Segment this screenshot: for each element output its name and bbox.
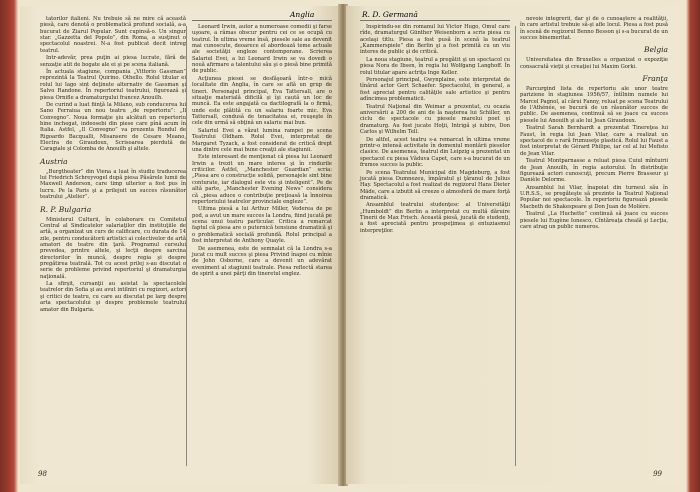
paragraph: Ministerul Culturii, în colaborare cu Comitetul Central al Sindicatelor salariaţilor din instituţiile de artă, a organizat un curs de calificare, cu durata de 14 zile, pentru conducătorii artistici ai colectivelor de artă amatori de teatre din ţară. Programul cursului prevedea, printre altele, şi lecţii despre sarcina directorilor în muncă, despre regia şi despre pregătirea teatrală. Tot cu acest prilej s-au discutat o serie de probleme privind repertoriul şi dramaturgia naţională. xyxy=(40,216,186,280)
paragraph: Pe scena Teatrului Municipal din Magdeburg, a fost jucată piesa Dumnezeu, împăratul şi ţăranul de Julius Hay. Spectacolul a fost realizat de regizorul Hans Dieter Mäde, care a izbutit să creeze o atmosferă de mare forţă dramatică. xyxy=(360,169,510,201)
section-heading: Austria xyxy=(40,156,68,166)
paragraph: Parcurgind lista de repertoriu ale unor teatre pariziene în stagiunea 1956/57, întîlnim numele lui Marcel Pagnol, al cărui Fanny, reluat pe scena Teatrului de l'Athénée, se bucură de un răsunător succes de public. De asemenea, continuă să se joace cu succes piesele lui Anouilh şi ale lui Jean Giraudoux. xyxy=(520,86,668,124)
section-heading: Franţa xyxy=(642,74,668,84)
right-running-header: R. D. Germană xyxy=(362,10,418,19)
paragraph: Ultima piesă a lui Arthur Miller, Vederea de pe pod, a avut un mare succes la Londra, fiind jucată pe scena unui teatru particular. Critica a remarcat faptul că piesa are o puternică tensiune dramatică şi o problematică socială profundă. Rolul principal a fost interpretat de Anthony Quayle. xyxy=(192,206,332,245)
right-header-rule xyxy=(360,20,510,21)
left-column-2 xyxy=(192,24,332,279)
paragraph: Acţiunea piesei se desfăşoară într-o mică localitate din Anglia, în care se află un grup de tineri. Personajul principal, Eva Tattersall, are o situaţie materială dificilă şi îşi caută un loc de muncă. Ea este angajată ca dactilografă la o firmă, unde este plătită cu un salariu foarte mic. Eva Tattersall, condusă de tenacitatea ei, reuşeşte în cele din urmă să obţină un salariu mai bun. xyxy=(192,75,332,127)
left-column-divider xyxy=(186,26,187,466)
section-heading: Belgia xyxy=(643,45,668,55)
paragraph: Intr-adevăr, prea puţin ai piesa lucrate, fără de senzaţie atit de bogate ale ei şi pe scena italiană. xyxy=(40,55,186,68)
paragraph: Salariul Evei a văzut lumina rampei pe scena Teatrului Oldham. Rolul Evei, interpretat de Margaret Tyzack, a fost considerat de critică drept una dintre cele mai bune creaţii ale stagiunii. xyxy=(192,127,332,153)
left-page-number: 98 xyxy=(38,470,47,478)
left-header-rule xyxy=(192,20,332,21)
paragraph: „Burgtheater” din Viena a luat în studiu traducerea lui Friedrich Schreyvogel după piesa Păsărele lumii de Maxwell Anderson, care timp ulterior a fost pus în lucru. Pe la Paris şi a prilejuit un succes răsunător teatrului „Atelier”. xyxy=(40,168,186,201)
paragraph: La sfirşit, cursanţii au asistat la spectacolele teatrelor din Sofia şi au avut intilniri cu regizori, actori şi critici de teatru, cu care au discutat pe larg despre arta spectacolului şi despre problemele teatrului amator din Bulgaria. xyxy=(40,281,186,313)
paragraph: Teatrul Naţional din Weimar a prezentat, cu ocazia aniversării a 200 de ani de la naşterea lui Schiller, un ciclu de spectacole cu piesele marelui poet şi dramaturg. Au fost jucate Hoţii, Intrigă şi iubire, Don Carlos şi Wilhelm Tell. xyxy=(360,103,510,136)
section-heading: R. P. Bulgaria xyxy=(40,204,92,214)
paragraph: Personajul principal, Gwynplaine, este interpretat de tînărul actor Gert Schaefer. Spectacolul, în general, a fost apreciat pentru calităţile sale artistice şi pentru adîncimea problematicii. xyxy=(360,77,510,103)
paragraph: Ansamblul lui Vilar, înapoiat din turneul său în U.R.S.S., se pregăteşte să prezinte la Teatrul Naţional Popular noi spectacole. În repertoriu figurează piesele Macbeth de Shakespeare şi Don Juan de Molière. xyxy=(520,184,668,210)
paragraph: De altfel, acest teatru s-a remarcat în ultima vreme printr-o intensă activitate în domeniul montării pieselor clasice. De asemenea, teatrul din Leipzig a prezentat un spectacol cu piesa Văduva Capet, care s-a bucurat de un frumos succes la public. xyxy=(360,136,510,168)
paragraph: nevoie integrerii, dar şi de o cunoaştere a realităţii, în care artistul trebuie să-şi afle locul. Piesa a fost pusă în scenă de regizorul Benno Besson şi s-a bucurat de un succes binemeritat. xyxy=(520,16,668,42)
paragraph: Ansamblul teatrului studenţesc al Universităţii „Humboldt” din Berlin a interpretat cu multă dăruire Tinerii de Max Frisch. Această piesă, jucată de studenţi, a fost apreciată pentru prospeţimea şi entuziasmul interpreţilor. xyxy=(360,202,510,234)
paragraph: Este interesant de menţionat că piesa lui Leonard Irwin a trezit un mare interes şi în rindurile criticilor. Astfel, „Manchester Guardian” scria: „Piesa are o construcţie solidă, personajele sint bine conturate, iar dialogul este viu şi inteligent”. Pe de altă parte, „Manchester Evening News” considera că „piesa aduce o contribuţie preţioasă la înnoirea repertoriului teatrelor provinciale engleze”. xyxy=(192,154,332,205)
left-running-header: Anglia xyxy=(290,10,315,19)
right-column-2 xyxy=(520,16,668,232)
right-column-1 xyxy=(360,24,510,235)
left-column-1 xyxy=(40,16,186,314)
right-page-number: 99 xyxy=(653,470,662,478)
paragraph: Leonard Irwin, autor a numeroase comedii şi farse uşoare, a rămas obscur pentru cei ce se ocupă cu teatrul. În ultima vreme însă, piesele sale au devenit mai cunoscute, deoarece el abordează teme actuale ale societăţii engleze contemporane. Scrierea Salariul Evei, a lui Leonard Irwin se va dovedi o nouă afirmare a talentului său şi o piesă bine primită de public. xyxy=(192,24,332,75)
paragraph: De asemenea, este de semnalat că la Londra s-a jucat cu mult succes şi piesa Privind înapoi cu mînie de John Osborne, care a devenit un adevărat eveniment al stagiunii teatrale. Piesa reflectă starea de spirit a unei părţi din tineretul englez. xyxy=(192,245,332,277)
paragraph: tatorilor italieni. Nu trebuie să ne mire că această piesă, care denotă o problematică profund socială, a-a bucurat de Ziarul Popular. Sunt cupinsă-o. Un singur star. „Gazzetta del Popolo”, din Roma, a susţinut o spectacolul noastrei. N-a fost publicat decit intreg teatrul. xyxy=(40,16,186,54)
right-page xyxy=(346,6,680,484)
paragraph: La noua stagiune, teatrul a pregătit şi un spectacol cu piesa Nora de Ibsen, în regia lui Wolfgang Langhoff. În rolul titular apare actriţa Inge Keller. xyxy=(360,56,510,76)
paragraph: Teatrul Montparnasse a reluat piesa Cuiul mîntuirii de Jean Anouilh, în regia autorului. În distribuţie figurează actori cunoscuţi, precum Pierre Brasseur şi Danièle Delorme. xyxy=(520,158,668,184)
paragraph: În actuala stagiune, compania „Vittorio Gassman” reprezintă la Teatrul Quirino. Othello. Rolul titular ei rolul lui Iago sint deţinute alternativ de Gassman şi Salvo Randone. În repertoriul teatrului, figurează şi piesa Ornifle a dramaturgului francez Anouilh. xyxy=(40,69,186,101)
paragraph: De curind a luat fiinţă la Milano, sub conducerea lui Sano Ferraiua un nou teatru „de repertoriu”: „Il Convegno”. Noua formaţie şiu alcătuit un repertoriu bine inchegat, indeosebi din piese care pînă acum în Italia. Astfel, „Il Convegno” va prezenta Rondul de Rigoardo Bacqualli, Misansere de Cesare Meano, Electra de Giraudoux, Scrisoarea pierdută de Caragiale şi Colomba de Anouilh şi altele. xyxy=(40,102,186,153)
paragraph: Universitatea din Bruxelles a organizat o expoziţie consacrată vieţii şi creaţiei lui Maxim Gorki. xyxy=(520,57,668,70)
right-column-divider xyxy=(515,26,516,466)
left-page xyxy=(20,6,340,484)
paragraph: Teatrul Sarah Bernhardt a prezentat Tinereţea lui Faust, în regia lui Jean Vilar, care a realizat un spectacol de o rară frumuseţe plastică. Rolul lui Faust a fost interpretat de Gérard Philipe, iar cel al lui Mefisto de Jean Vilar. xyxy=(520,125,668,157)
paragraph: Teatrul „La Huchette” continuă să joace cu succes piesele lui Eugène Ionesco, Cîntăreaţa cheală şi Lecţia, care atrag un public numeros. xyxy=(520,211,668,231)
paragraph: Inspirindu-se din romanul lui Victor Hugo, Omul care rîde, dramaturgul Günther Weisenborn a scris piesa cu acelaşi titlu. Piesa a fost pusă în scenă la teatrul „Kammerspiele” din Berlin şi a fost primită cu un viu interes de public şi de critică. xyxy=(360,24,510,56)
